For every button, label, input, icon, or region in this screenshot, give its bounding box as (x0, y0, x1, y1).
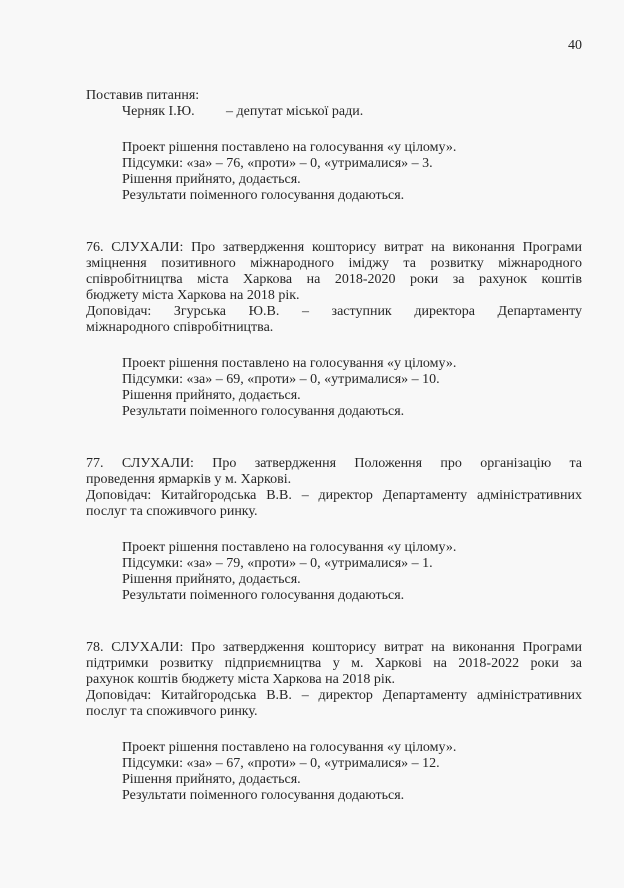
text-line: бюджету міста Харкова на 2018 рік. (86, 288, 300, 303)
text-line: зміцнення позитивного міжнародного іміджу та розвитку міжнародного (86, 256, 582, 271)
text-line: Проект рішення поставлено на голосування «у цілому». (122, 140, 457, 155)
text-line: Рішення прийнято, додається. (122, 772, 301, 787)
text-line: послуг та споживчого ринку. (86, 504, 258, 519)
item-reporter (86, 688, 582, 720)
text-line: Рішення прийнято, додається. (122, 572, 301, 587)
text-line: Доповідач: Китайгородська В.В. – директор Департаменту адміністративних (86, 488, 582, 503)
text-line: Підсумки: «за» – 79, «проти» – 0, «утрималися» – 1. (122, 556, 433, 571)
text-line: Проект рішення поставлено на голосування «у цілому». (122, 740, 457, 755)
text-line: послуг та споживчого ринку. (86, 704, 258, 719)
text-line: Підсумки: «за» – 76, «проти» – 0, «утрималися» – 3. (122, 156, 433, 171)
text-line: Підсумки: «за» – 69, «проти» – 0, «утрималися» – 10. (122, 372, 440, 387)
text-line: Результати поіменного голосування додаються. (122, 788, 405, 803)
item-title (86, 640, 582, 688)
agenda-item-77 (86, 456, 582, 604)
speaker-row (86, 104, 582, 120)
text-line: співробітництва міста Харкова на 2018-2020 роки за рахунок коштів (86, 272, 582, 287)
text-line: 77. СЛУХАЛИ: Про затвердження Положення про організацію та (86, 456, 582, 471)
page-number: 40 (568, 38, 582, 53)
text-line: 78. СЛУХАЛИ: Про затвердження кошторису витрат на виконання Програми (86, 640, 582, 655)
text-line: Підсумки: «за» – 67, «проти» – 0, «утрималися» – 12. (122, 756, 440, 771)
text-line: Рішення прийнято, додається. (122, 388, 301, 403)
text-line: 76. СЛУХАЛИ: Про затвердження кошторису витрат на виконання Програми (86, 240, 582, 255)
item-reporter (86, 488, 582, 520)
text-line: рахунок коштів бюджету міста Харкова на 2018 рік. (86, 672, 396, 687)
text-line: міжнародного співробітництва. (86, 320, 274, 335)
item-reporter (86, 304, 582, 336)
text-line: Проект рішення поставлено на голосування «у цілому». (122, 356, 457, 371)
agenda-item-76 (86, 240, 582, 420)
item-title (86, 456, 582, 488)
voting-results-block (86, 740, 582, 804)
text-line: Результати поіменного голосування додаються. (122, 404, 405, 419)
speaker-name: Черняк І.Ю. (122, 104, 195, 119)
voting-results-block (86, 140, 582, 204)
text-line: Результати поіменного голосування додаються. (122, 188, 405, 203)
text-line: Результати поіменного голосування додаються. (122, 588, 405, 603)
agenda-item-78 (86, 640, 582, 804)
text-line: Рішення прийнято, додається. (122, 172, 301, 187)
text-line: підтримки розвитку підприємництва у м. Харкові на 2018-2022 роки за (86, 656, 582, 671)
speaker-role: – депутат міської ради. (226, 104, 364, 119)
question-block (86, 88, 582, 204)
question-heading: Поставив питання: (86, 88, 200, 103)
text-line: Проект рішення поставлено на голосування «у цілому». (122, 540, 457, 555)
item-title (86, 240, 582, 304)
text-line: Доповідач: Китайгородська В.В. – директор Департаменту адміністративних (86, 688, 582, 703)
text-line: проведення ярмарків у м. Харкові. (86, 472, 292, 487)
voting-results-block (86, 540, 582, 604)
voting-results-block (86, 356, 582, 420)
text-line: Доповідач: Згурська Ю.В. – заступник директора Департаменту (86, 304, 582, 319)
